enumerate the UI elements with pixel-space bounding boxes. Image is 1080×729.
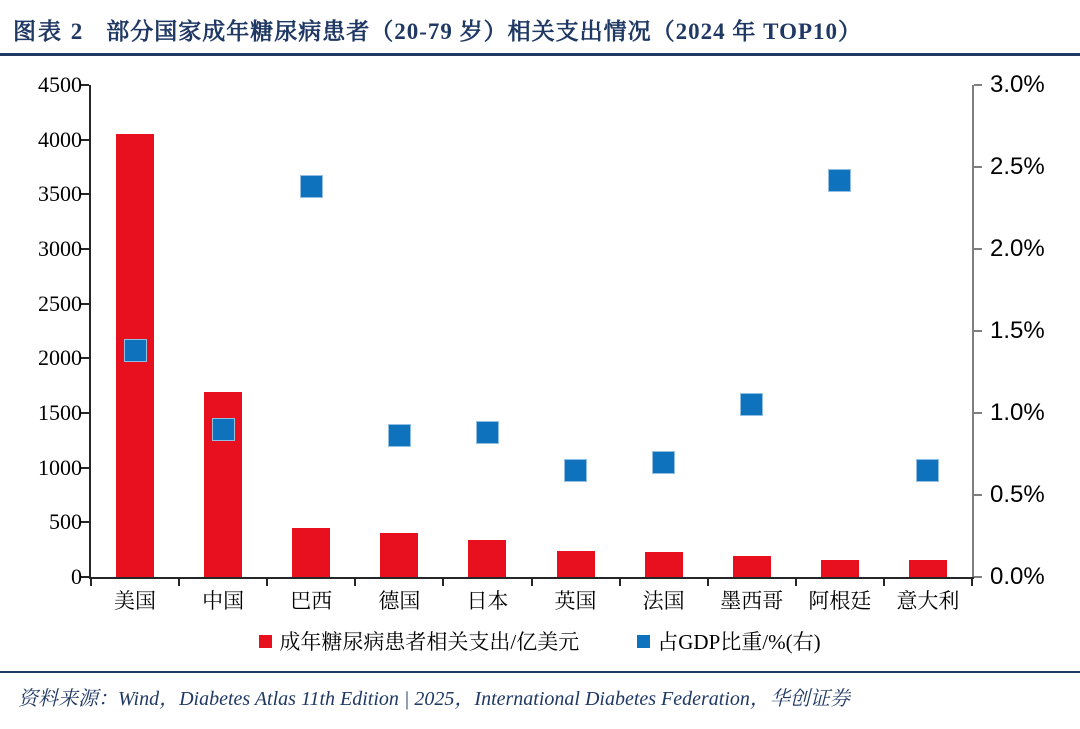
scatter-point-英国 xyxy=(564,459,587,482)
y-axis-left-tick-label: 4000 xyxy=(38,126,82,152)
legend-label: 成年糖尿病患者相关支出/亿美元 xyxy=(279,630,580,654)
y-axis-right-tick xyxy=(974,166,982,168)
bar-英国 xyxy=(557,551,595,577)
x-axis-label: 德国 xyxy=(378,590,421,613)
legend-blue-square-icon xyxy=(637,635,650,648)
source-note: 资料来源：Wind，Diabetes Atlas 11th Edition | 2025，International Diabetes Federation，华创证券 xyxy=(18,688,850,710)
y-axis-left-tick-label: 2000 xyxy=(38,345,82,371)
y-axis-left-tick xyxy=(81,139,89,141)
x-axis-tick xyxy=(707,579,709,586)
legend-item-gdp-share xyxy=(637,626,820,656)
y-axis-right-tick-label: 1.0% xyxy=(990,399,1045,426)
y-axis-right-tick-label: 3.0% xyxy=(990,71,1045,98)
y-axis-right-tick xyxy=(974,576,982,578)
y-axis-left-tick-label: 1500 xyxy=(38,400,82,425)
y-axis-left-tick xyxy=(81,412,89,414)
x-axis-label: 中国 xyxy=(202,590,245,613)
x-axis-tick xyxy=(90,579,92,586)
y-axis-right-tick xyxy=(974,494,982,496)
y-axis-left-tick xyxy=(81,521,89,523)
scatter-point-阿根廷 xyxy=(828,169,851,192)
x-axis-tick xyxy=(266,579,268,586)
scatter-point-墨西哥 xyxy=(740,393,763,416)
y-axis-right-tick xyxy=(974,412,982,414)
y-axis-left-tick-label: 3500 xyxy=(38,181,82,207)
x-axis-tick xyxy=(178,579,180,586)
scatter-point-美国 xyxy=(124,339,147,362)
scatter-point-日本 xyxy=(476,421,499,444)
bar-意大利 xyxy=(909,560,947,577)
y-axis-left-tick xyxy=(81,467,89,469)
bar-巴西 xyxy=(292,528,330,577)
chart-plot-area xyxy=(0,60,1080,620)
y-axis-left-tick xyxy=(81,248,89,250)
chart-legend xyxy=(0,626,1080,656)
y-axis-right-tick-label: 2.5% xyxy=(990,153,1045,180)
y-axis-left-tick xyxy=(81,357,89,359)
y-axis-left-tick xyxy=(81,303,89,305)
y-axis-right-tick-label: 1.5% xyxy=(990,317,1045,344)
bar-日本 xyxy=(468,540,506,577)
y-axis-left-tick-label: 2500 xyxy=(38,290,82,316)
x-axis-label: 墨西哥 xyxy=(720,590,784,613)
y-axis-left-tick xyxy=(81,193,89,195)
x-axis-label: 意大利 xyxy=(896,590,960,613)
x-axis-tick xyxy=(883,579,885,586)
scatter-point-法国 xyxy=(652,451,675,474)
y-axis-right-line xyxy=(972,85,974,579)
y-axis-right-tick xyxy=(974,248,982,250)
x-axis-tick xyxy=(442,579,444,586)
x-axis-label: 阿根廷 xyxy=(808,590,872,613)
legend-red-square-icon xyxy=(259,635,272,648)
y-axis-left-tick-label: 500 xyxy=(49,509,82,535)
scatter-point-德国 xyxy=(388,424,411,447)
legend-label: 占GDP比重/%(右) xyxy=(657,630,821,654)
x-axis-label: 巴西 xyxy=(290,590,333,613)
y-axis-right-tick xyxy=(974,84,982,86)
x-axis-label: 英国 xyxy=(554,590,597,613)
figure-title: 部分国家成年糖尿病患者（20-79 岁）相关支出情况（2024 年 TOP10） xyxy=(106,19,863,44)
scatter-point-意大利 xyxy=(916,459,939,482)
x-axis-tick xyxy=(619,579,621,586)
x-axis-tick xyxy=(531,579,533,586)
figure-header xyxy=(13,13,1070,46)
bar-法国 xyxy=(645,552,683,577)
y-axis-left-tick-label: 3000 xyxy=(38,236,82,261)
x-axis-tick xyxy=(354,579,356,586)
title-divider xyxy=(0,53,1080,56)
source-divider xyxy=(0,671,1080,673)
y-axis-left-tick-label: 1000 xyxy=(38,454,82,480)
y-axis-left-line xyxy=(89,85,91,579)
legend-item-expenditure xyxy=(259,626,579,656)
scatter-point-巴西 xyxy=(300,175,323,198)
bar-阿根廷 xyxy=(821,560,859,577)
bar-德国 xyxy=(380,533,418,577)
x-axis-tick xyxy=(795,579,797,586)
y-axis-right-tick-label: 0.0% xyxy=(990,563,1045,590)
y-axis-left-tick-label: 4500 xyxy=(38,72,82,97)
y-axis-right-tick-label: 2.0% xyxy=(990,235,1045,262)
y-axis-left-tick xyxy=(81,576,89,578)
x-axis-label: 美国 xyxy=(114,590,157,613)
y-axis-left-tick-label: 0 xyxy=(71,564,82,589)
y-axis-right-tick-label: 0.5% xyxy=(990,481,1045,508)
x-axis-tick xyxy=(971,579,973,586)
bar-墨西哥 xyxy=(733,556,771,577)
figure-label: 图表 2 xyxy=(13,19,85,44)
x-axis-label: 日本 xyxy=(466,590,509,613)
scatter-point-中国 xyxy=(212,418,235,441)
x-axis-label: 法国 xyxy=(642,590,685,613)
y-axis-left-tick xyxy=(81,84,89,86)
y-axis-right-tick xyxy=(974,330,982,332)
